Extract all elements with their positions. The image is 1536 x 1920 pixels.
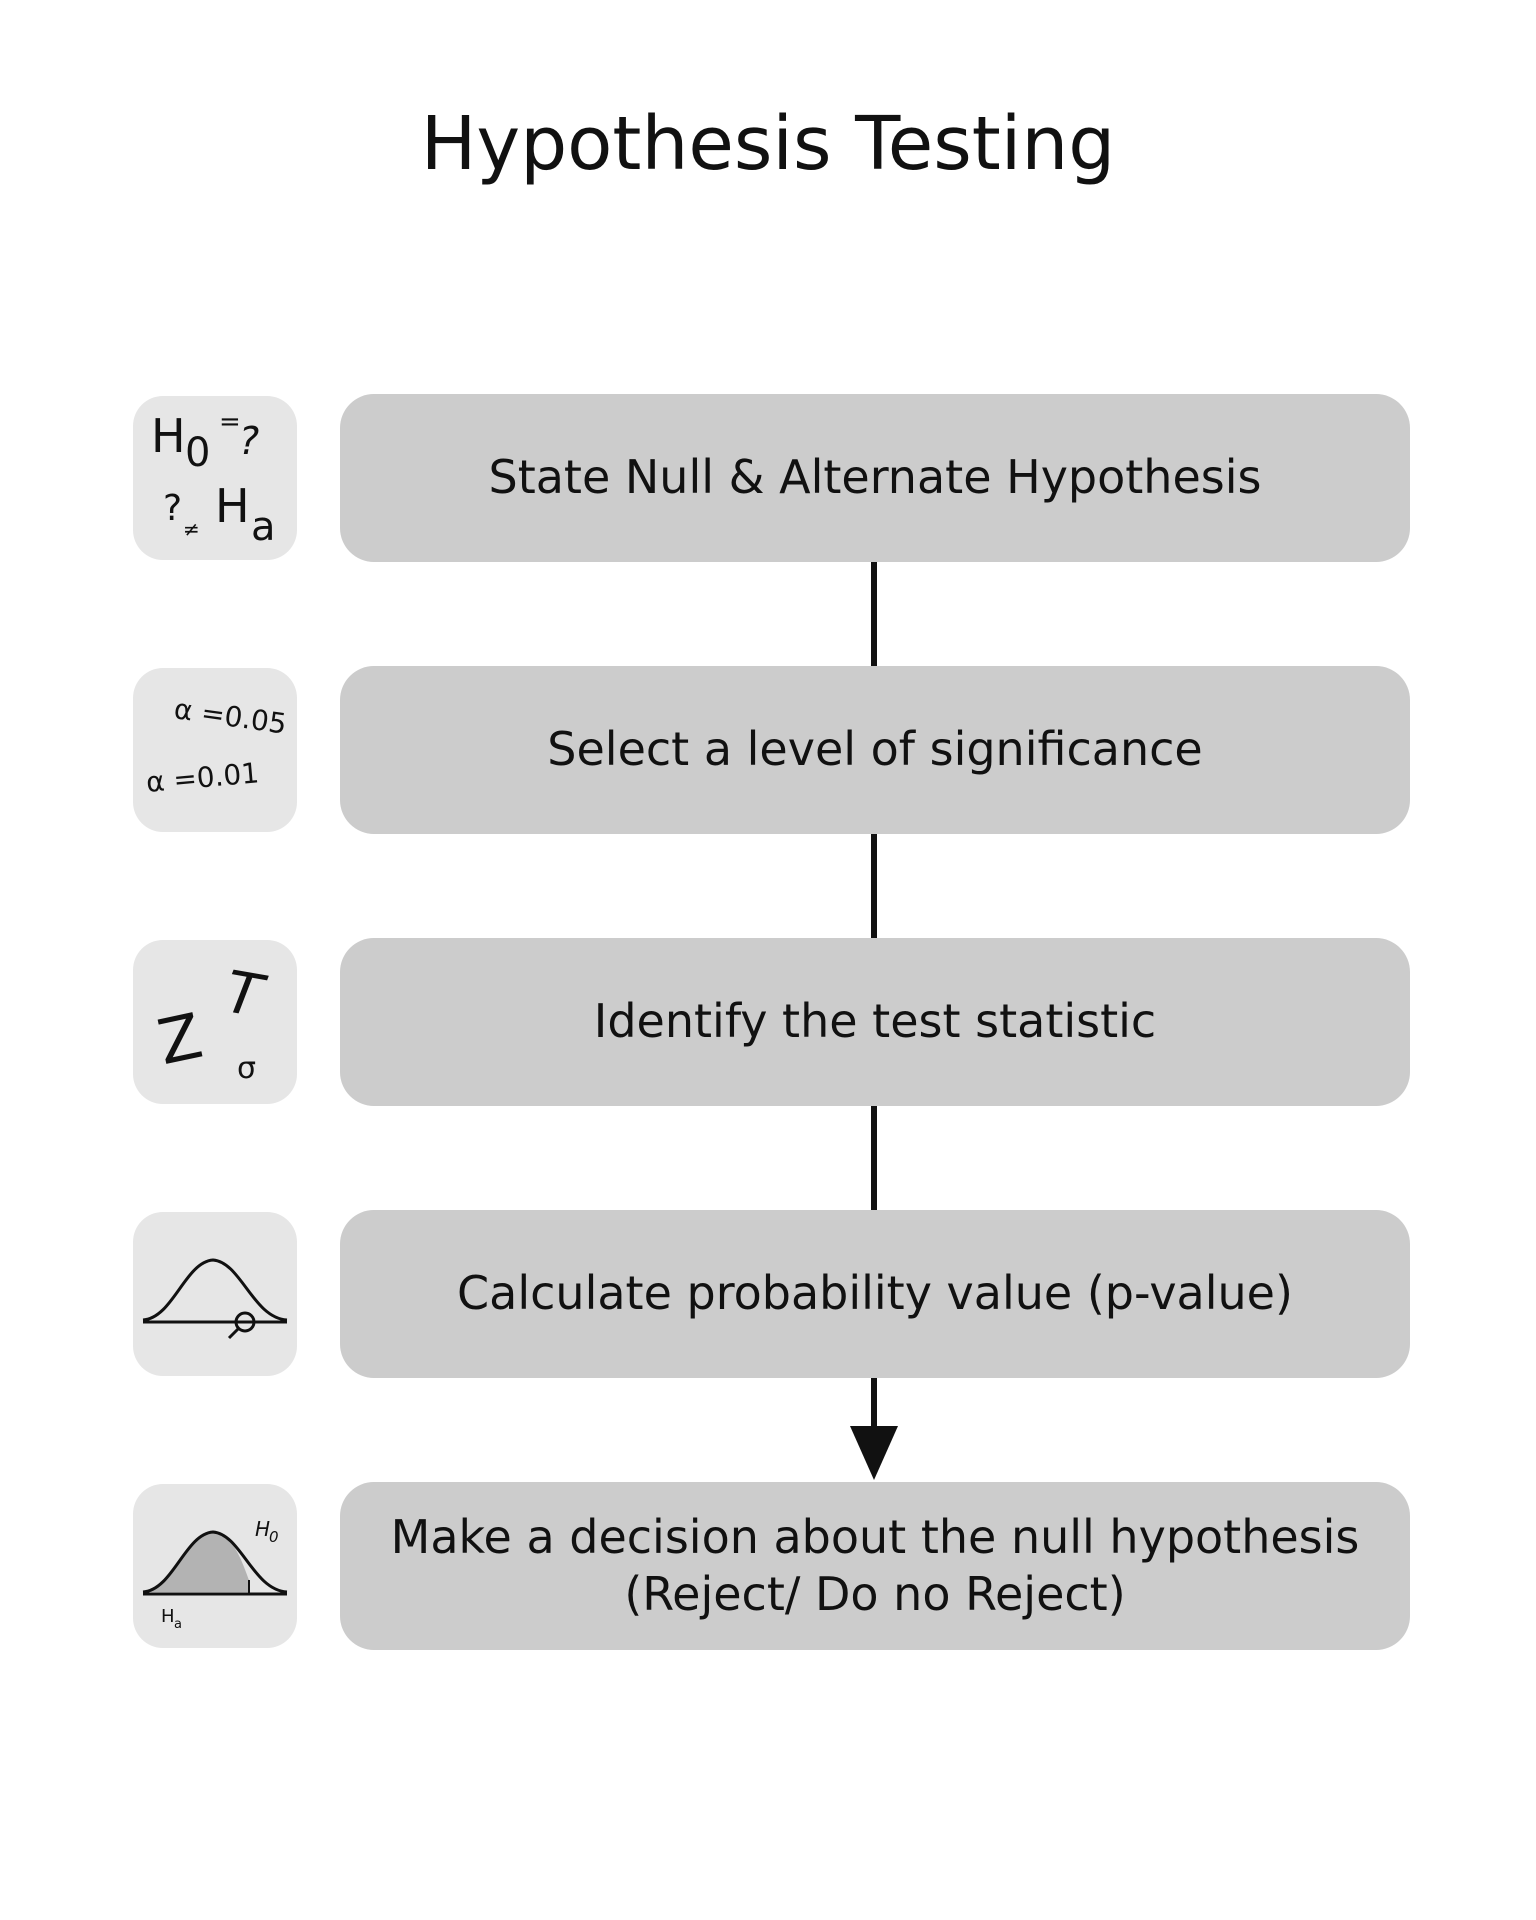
alpha-significance-icon <box>133 668 297 832</box>
step-label: State Null & Alternate Hypothesis <box>488 450 1262 505</box>
icon-equals-sign: = <box>219 407 241 437</box>
bell-curve-magnifier-icon <box>133 1212 297 1376</box>
connector-line-3 <box>871 1106 877 1210</box>
icon-h0-label: H <box>255 1517 271 1541</box>
arrow-down-icon <box>844 1380 904 1490</box>
connector-line-2 <box>871 834 877 938</box>
icon-ha-label: H <box>161 1606 175 1627</box>
step-identify-statistic <box>340 938 1410 1106</box>
icon-h0-letter: H <box>151 409 186 463</box>
icon-question-mark-1: ? <box>239 419 260 463</box>
step-label-line-1: Make a decision about the null hypothesis <box>390 1509 1360 1564</box>
icon-ha-letter: H <box>215 479 250 533</box>
step-label: Select a level of significance <box>547 722 1203 777</box>
icon-question-mark-2: ? <box>163 488 183 529</box>
icon-alpha-005: α =0.05 <box>172 692 289 741</box>
step-label: Calculate probability value (p-value) <box>457 1266 1293 1321</box>
icon-h0-subscript: 0 <box>185 430 211 476</box>
icon-h0-sub: 0 <box>269 1528 279 1546</box>
step-label: Identify the test statistic <box>593 994 1157 1049</box>
icon-z-letter: Z <box>151 998 209 1080</box>
shaded-bell-curve-icon <box>133 1484 297 1648</box>
page-title: Hypothesis Testing <box>420 101 1116 187</box>
icon-bell-curve-line <box>143 1260 287 1320</box>
icon-magnifier-handle <box>229 1329 238 1338</box>
icon-alpha-001: α =0.01 <box>144 756 261 799</box>
step-calculate-p-value <box>340 1210 1410 1378</box>
icon-t-letter: T <box>220 957 268 1031</box>
step-label-line-2: (Reject/ Do no Reject) <box>624 1567 1126 1621</box>
test-statistic-icon <box>133 940 297 1104</box>
icon-not-equal-sign: ≠ <box>183 517 200 541</box>
step-label-group <box>391 1509 1360 1624</box>
icon-sigma-letter: σ <box>237 1051 257 1086</box>
hypothesis-symbols-icon <box>133 396 297 560</box>
step-select-significance <box>340 666 1410 834</box>
connector-line-1 <box>871 562 877 666</box>
step-state-hypothesis <box>340 394 1410 562</box>
icon-ha-subscript: a <box>251 504 276 550</box>
step-make-decision <box>340 1482 1410 1650</box>
icon-ha-sub: a <box>174 1617 182 1632</box>
